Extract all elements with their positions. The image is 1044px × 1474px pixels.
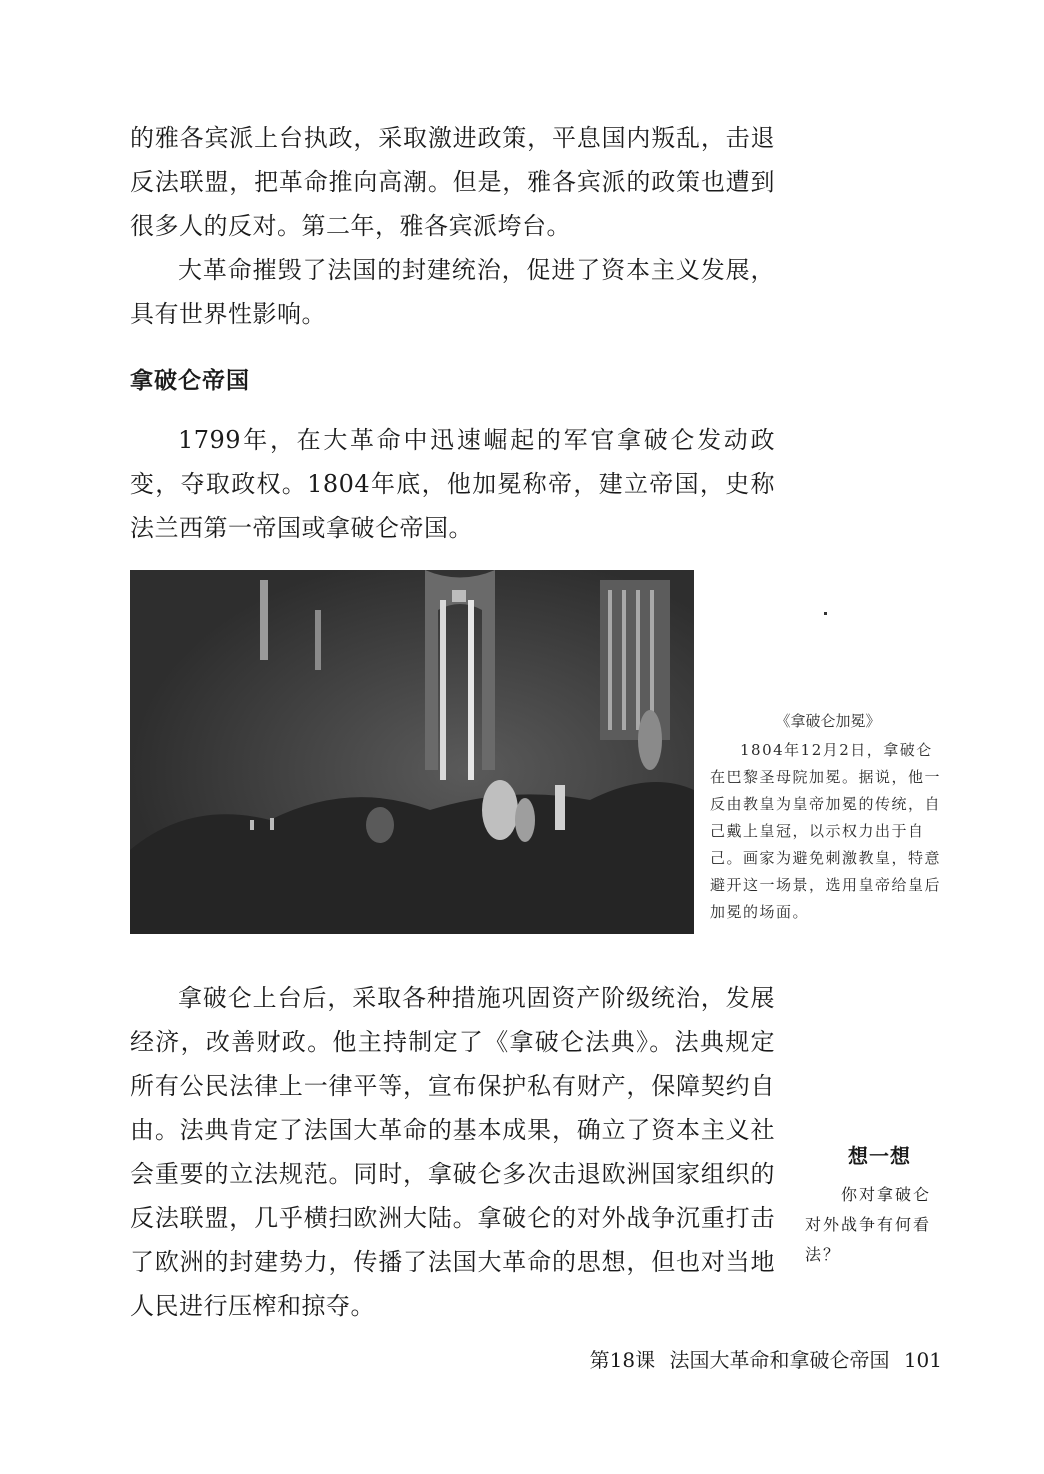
figure-caption-text: 1804年12月2日，拿破仑在巴黎圣母院加冕。据说，他一反由教皇为皇帝加冕的传统，自己戴上皇冠，以示权力出于自己。画家为避免刺激教皇，特意避开这一场景，选用皇帝给皇后加冕的场面。 (710, 741, 942, 921)
speck (824, 612, 827, 615)
figure-caption (710, 708, 946, 926)
page-number: 101 (903, 1348, 942, 1372)
lesson-title: 法国大革命和拿破仑帝国 (669, 1348, 890, 1372)
painting-image (130, 570, 694, 934)
paragraph-napoleon-rule: 拿破仑上台后，采取各种措施巩固资产阶级统治，发展经济，改善财政。他主持制定了《拿破仑法典》。法典规定所有公民法律上一律平等，宣布保护私有财产，保障契约自由。法典肯定了法国大革命的基本成果，确立了资本主义社会重要的立法规范。同时，拿破仑多次击退欧洲国家组织的反法联盟，几乎横扫欧洲大陆。拿破仑的对外战争沉重打击了欧洲的封建势力，传播了法国大革命的思想，但也对当地人民进行压榨和掠夺。 (130, 984, 775, 1320)
section-title: 拿破仑帝国 (130, 368, 250, 394)
page-footer (582, 1344, 942, 1373)
paragraph-jacobins: 的雅各宾派上台执政，采取激进政策，平息国内叛乱，击退反法联盟，把革命推向高潮。但是，雅各宾派的政策也遭到很多人的反对。第二年，雅各宾派垮台。 (130, 124, 775, 240)
bottom-text (130, 976, 775, 1328)
section-text (130, 418, 775, 550)
figure-title: 《拿破仑加冕》 (775, 712, 881, 730)
coronation-painting (130, 570, 694, 934)
top-text (130, 116, 775, 336)
paragraph-revolution-impact: 大革命摧毁了法国的封建统治，促进了资本主义发展，具有世界性影响。 (130, 256, 775, 328)
lesson-number: 第18课 (589, 1348, 656, 1372)
think-box-title: 想一想 (848, 1144, 911, 1168)
think-box-question: 你对拿破仑对外战争有何看法？ (805, 1185, 932, 1264)
paragraph-napoleon-rise: 1799年，在大革命中迅速崛起的军官拿破仑发动政变，夺取政权。1804年底，他加冕称帝，建立帝国，史称法兰西第一帝国或拿破仑帝国。 (130, 426, 775, 542)
